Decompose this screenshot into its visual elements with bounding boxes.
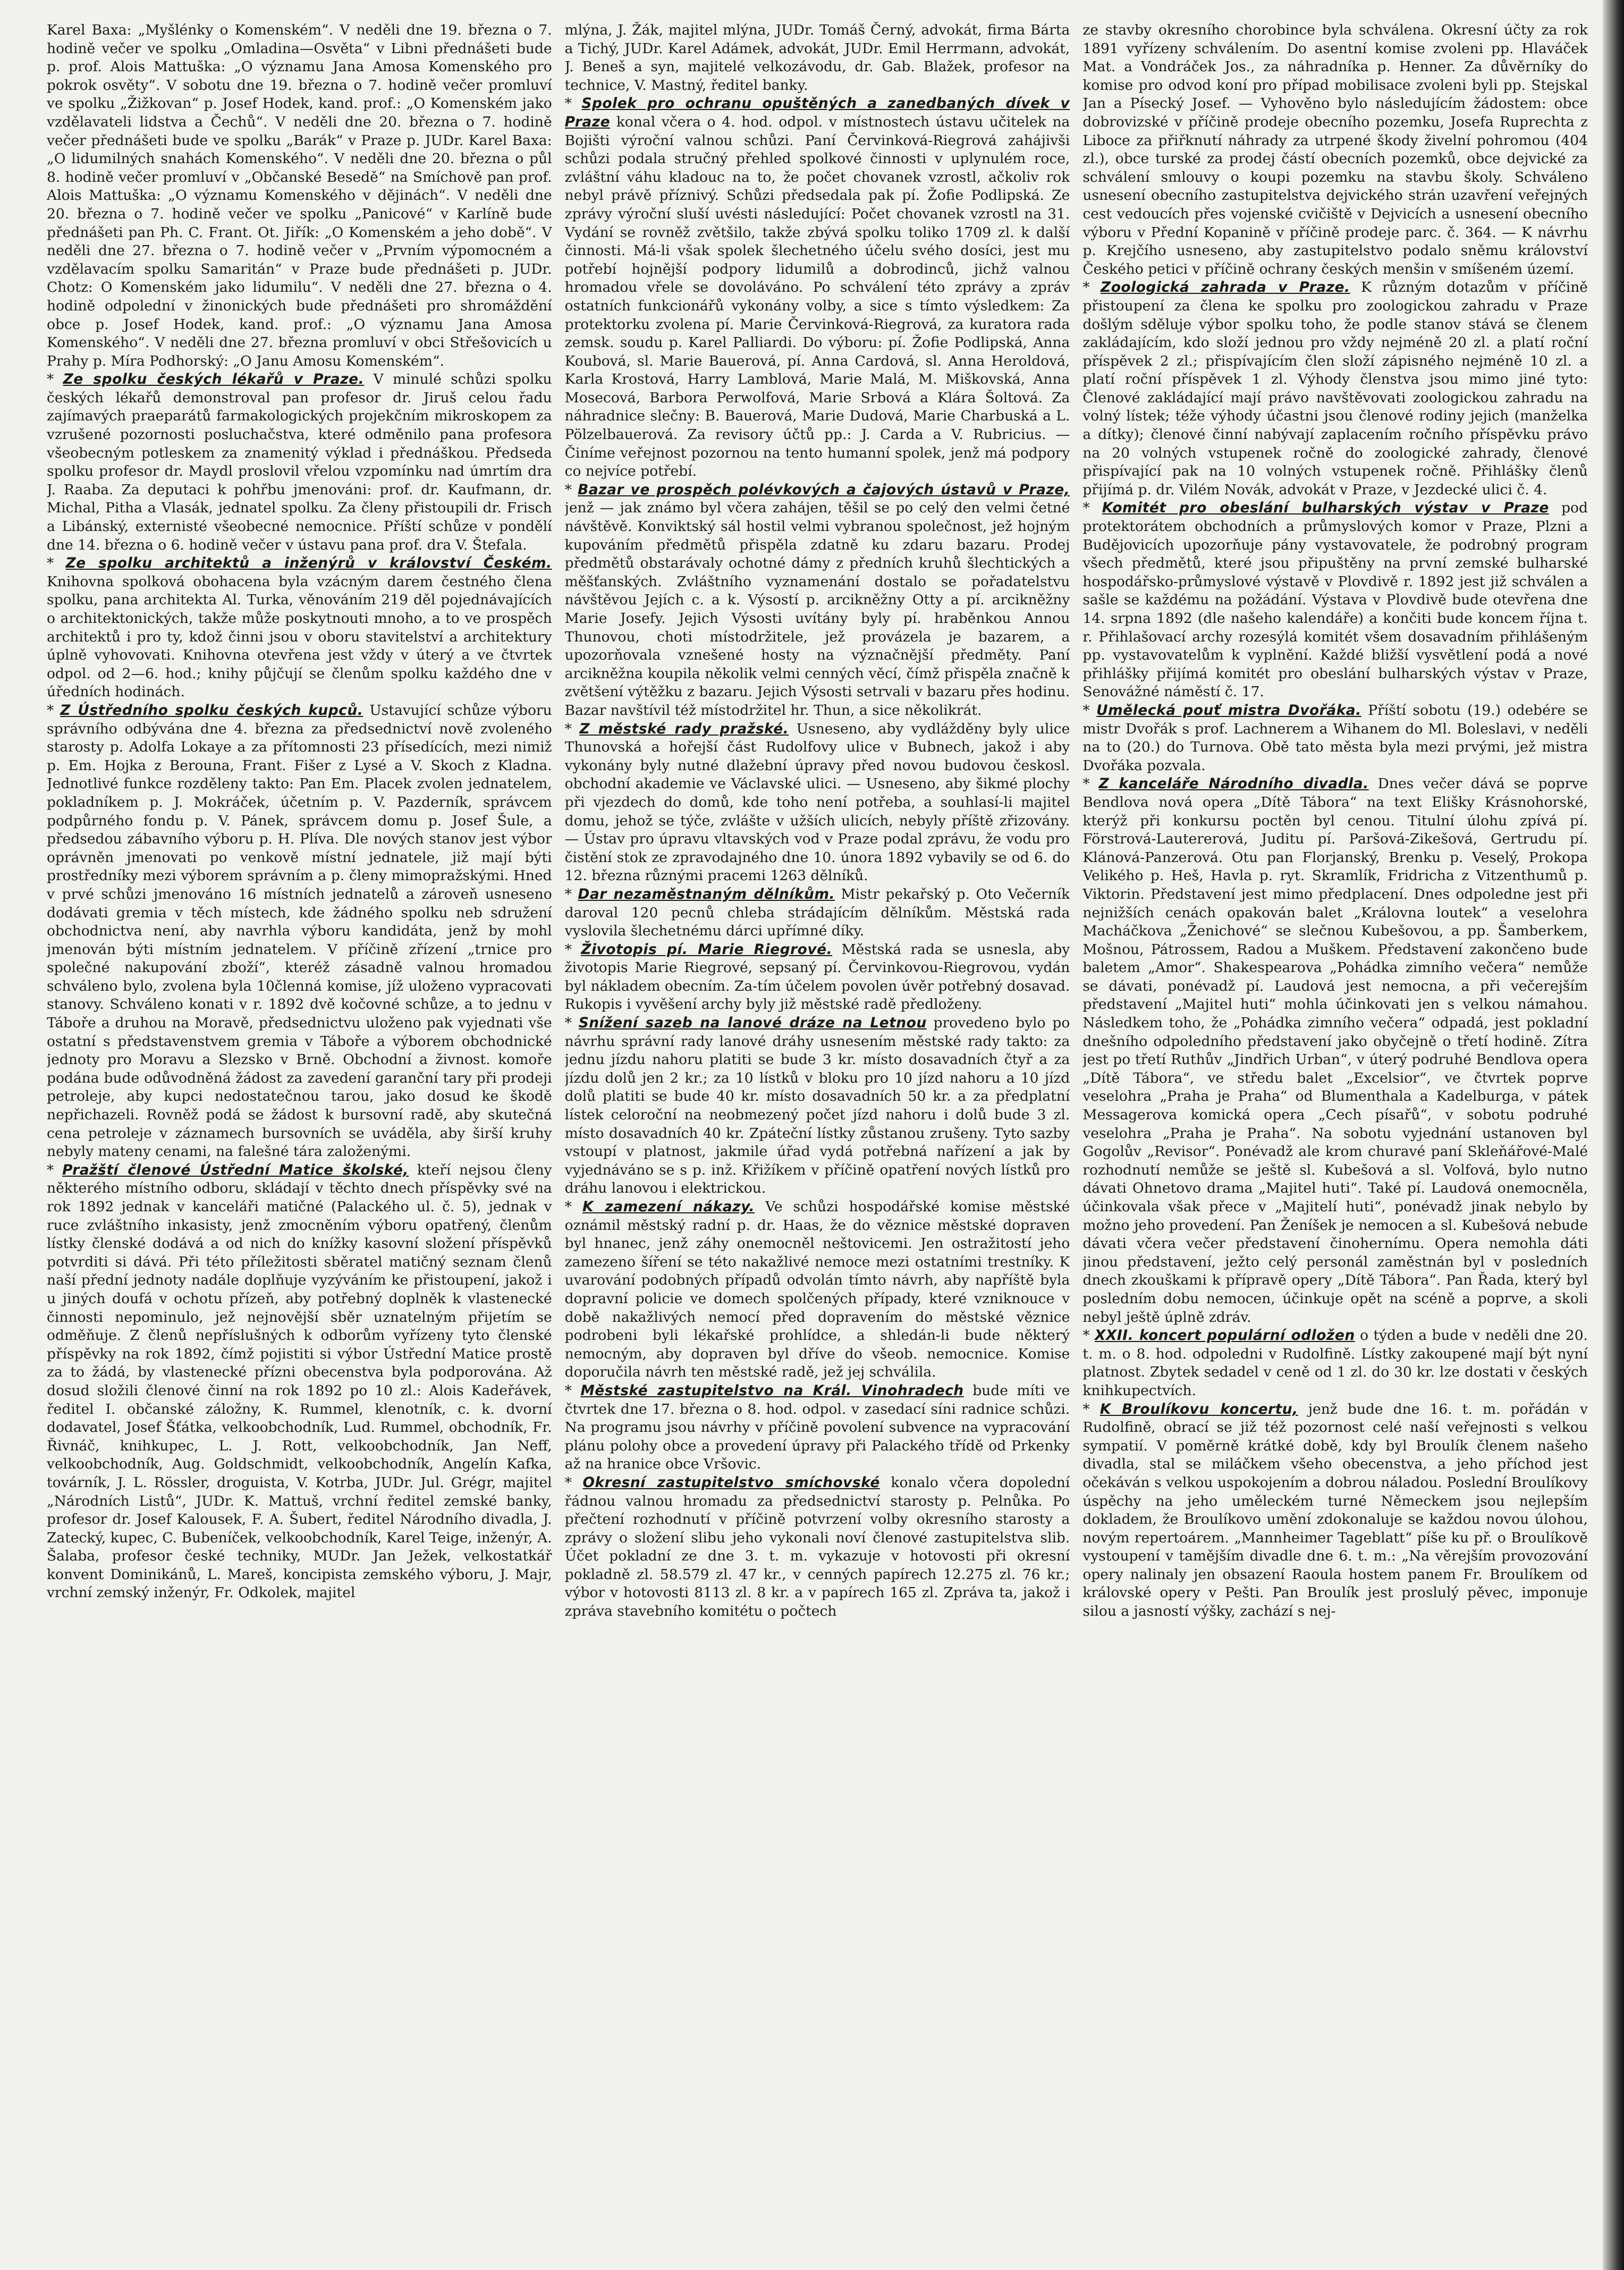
column-middle <box>565 21 1070 2243</box>
article-heading: Umělecká pouť mistra Dvořáka. <box>1096 702 1361 719</box>
article-paragraph <box>1082 702 1588 775</box>
article-heading: XXII. koncert populární odložen <box>1095 1327 1355 1344</box>
article-paragraph <box>1082 1400 1588 1621</box>
article-paragraph <box>565 21 1070 95</box>
article-text: konal včera o 4. hod. odpol. v místnostech ústavu učitelek na Bojišti výroční valnou schůzi. Paní Červinková-Riegrová zahájivši schůzi podala stručný přehled spolkové činnosti v uplynulém roce, zvláštní váhu kladouc na to, že počet chovanek vzrostl, ačkoliv rok nebyl právě příznivý. Schůzi předsedala pak pí. Žofie Podlipská. Ze zprávy výroční sluší uvésti následující: Počet chovanek vzrostl na 31. Vydání se rovněž zvětšilo, takže zbývá spolku toliko 1709 zl. k další činnosti. Má-li však spolek šlechetného účelu svého dosíci, jest mu potřebí hojnější podpory lidumilů a dobrodinců, jichž valnou hromadou vřele se dovoláváno. Po schválení této zprávy a zpráv ostatních funkcionářů vykonány volby, a sice s tímto výsledkem: Za protektorku zvolena pí. Marie Červinková-Riegrová, za kuratora rada zemsk. soudu p. Karel Palliardi. Do výboru: pí. Žofie Podlipská, Anna Koubová, sl. Marie Bauerová, pí. Anna Cardová, sl. Anna Heroldová, Karla Krostová, Harry Lamblová, Marie Malá, M. Miškovská, Anna Mosecová, Barbora Perwolfová, Marie Srbová a Klára Šoltová. Za náhradnice slečny: B. Bauerová, Marie Dudová, Marie Charbuská a L. Pölzelbauerová. Za revisory účtů pp.: J. Carda a V. Rubricius. — Činíme veřejnost pozornou na tento humanní spolek, jenž má podpory co nejvíce potřebí. <box>564 113 1070 480</box>
article-text: Karel Baxa: „Myšlénky o Komenském“. V neděli dne 19. března o 7. hodině večer ve spolku „Omladina—Osvěta“ v Libni přednášeti bude p. prof. Alois Mattuška: „O významu Jana Amosa Komenského pro pokrok osvěty“. V sobotu dne 19. března o 7. hodině večer promluví ve spolku „Žižkovan“ p. Josef Hodek, kand. prof.: „O Komenském jako vzdělavateli lidstva a Čechů“. V neděli dne 20. března o 7. hodině večer přednášeti bude ve spolku „Barák“ v Praze p. JUDr. Karel Baxa: „O lidumilných snahách Komenského“. V neděli dne 20. března o půl 8. hodině večer promluví v „Občanské Besedě“ na Smíchově pan prof. Alois Mattuška: „O významu Komenského v dějinách“. V neděli dne 20. března o 7. hodině večer ve spolku „Panicové“ v Karlíně bude přednášeti pan Ph. C. Frant. Ot. Jiřík: „O Komenském a jeho době“. V neděli dne 27. března o 7. hodině večer v „Prvním výpomocném a vzdělavacím spolku Samaritán“ v Praze bude přednášeti p. JUDr. Chotz: O Komenském jako lidumilu“. V neděli dne 27. března o 4. hodině odpolední v žinonických bude přednášeti pro shromáždění obce p. Josef Hodek, kand. prof.: „O významu Jana Amosa Komenského“. V neděli dne 27. března promluví v obci Střešovicích u Prahy p. Míra Podhorský: „O Janu Amosu Komenském“. <box>47 22 552 369</box>
paragraph-marker: * <box>564 885 578 902</box>
paragraph-marker: * <box>47 702 61 719</box>
article-heading: Snížení sazeb na lanové dráze na Letnou <box>578 1015 927 1032</box>
article-text: konalo včera dopolední řádnou valnou hromadu za předsednictví starosty p. Pelnůka. Po přečtení rozhodnutí v příčině potvrzení volby okresního starosty a zprávy o složení slibu jeho vykonali noví členové zastupitelstva slib. Účet pokladní ze dne 3. t. m. vykazuje v hotovosti při okresní pokladně zl. 58.579 zl. 47 kr., v cenných papírech 12.275 zl. 76 kr.; výbor v hotovosti 8113 zl. 8 kr. a v papírech 165 zl. Zpráva ta, jakož i zpráva stavebního komitétu o počtech <box>564 1474 1070 1620</box>
article-paragraph <box>1082 775 1588 1327</box>
column-left <box>47 21 552 2243</box>
binding-edge <box>1603 0 1624 2270</box>
paragraph-marker: * <box>1082 279 1101 296</box>
column-right <box>1082 21 1588 2243</box>
article-paragraph <box>565 720 1070 885</box>
paragraph-marker: * <box>564 481 578 498</box>
paragraph-marker: * <box>1082 1327 1095 1344</box>
article-paragraph <box>47 1161 552 1602</box>
article-text: bude míti ve čtvrtek dne 17. března o 8. hod. odpol. v zasedací síni radnice schůzi. Na programu jsou návrhy v příčině povolení subvence na vypracování plánu polohy obce a provedení úpravy při Palackého třídě od Prkenky až na hranice obce Vršovic. <box>564 1382 1070 1473</box>
article-paragraph <box>1082 499 1588 702</box>
article-heading: Okresní zastupitelstvo smíchovské <box>582 1474 880 1491</box>
paragraph-marker: * <box>564 1199 582 1215</box>
text-columns <box>47 21 1588 2243</box>
article-text: ze stavby okresního chorobince byla schválena. Okresní účty za rok 1891 vyřízeny schválením. Do asentní komise zvoleni pp. Hlaváček Mat. a Vondráček Jos., za náhradníka p. Henner. Za důvěrníky do komise pro odvod koní pro případ mobilisace zvoleni byli pp. Stejskal Jan a Písecký Josef. — Vyhověno bylo následujícím žádostem: obce dobrovizské v příčině prodeje obecního pozemku, Josefa Ruprechta z Liboce za přiřknutí náhrady za utrpené škody živelní pohromou (404 zl.), obce turské za prodej částí obecních pozemků, obce dejvické za schválení smlouvy o koupi pozemku na stavbu školy. Schváleno usnesení obecního zastupitelstva dejvického strán uzavření veřejných cest vedoucích přes vojenské cvičiště v Dejvicích a usnesení obecního výboru v Přední Kopanině v příčině prodeje parc. č. 364. — K návrhu p. Krejčího usneseno, aby zastupitelstvo podalo sněmu království Českého petici v příčině ochrany českých menšin v smíšeném území. <box>1082 22 1588 277</box>
paragraph-marker: * <box>564 1382 581 1399</box>
article-heading: Pražští členové Ústřední Matice školské, <box>62 1161 409 1178</box>
article-heading: Bazar ve prospěch polévkových a čajových ústavů v Praze, <box>578 481 1070 498</box>
article-text: Dnes večer dává se poprve Bendlova nová opera „Dítě Tábora“ na text Elišky Krásnohorské, kterýž při konkursu poctěn byl cenou. Titulní úlohu zpívá pí. Förstrová-Lautererová, Juditu pí. Paršová-Zikešová, Gertrudu pí. Klánová-Panzerová. Otu pan Florjanský, Brenku p. Veselý, Prokopa Velikého p. Heš, Havla p. ryt. Skramlík, Fridricha z Vitzenthumů p. Viktorin. Představení jest mimo předplacení. Dnes odpoledne jest při nejnižších cenách opakován balet „Královna loutek“ a veselohra Macháčkova „Ženichové“ se slečnou Kubešovou, a pp. Šamberkem, Mošnou, Pátrossem, Radou a Muškem. Představení zakončeno bude baletem „Amor“. Shakespearova „Pohádka zimního večera“ nemůže se dávati, ponévadž pí. Laudová jest nemocna, a při večerejším představení „Majitel huti“ mohla účinkovati jen s velkou námahou. Následkem toho, že „Pohádka zimního večera“ odpadá, jest pokladní dnešního odpoledního představení jako obyčejně o třetí hodině. Zítra jest po třetí Ruthův „Jindřich Urban“, v úterý podruhé Bendlova opera „Dítě Tábora“, ve středu balet „Excelsior“, ve čtvrtek poprve veselohra „Praha je Praha“ od Blumenthala a Kadelburga, v pátek Messagerova komická opera „Cech písařů“, v sobotu podruhé veselohra „Praha je Praha“. Na sobotu vyjednání ustanoven byl Gogolův „Revisor“. Ponévadž ale krom churavé paní Skleňářové-Malé rozhodnutí nemůže se ještě sl. Kubešová a sl. Volfová, bylo nutno dávati Ohnetovo drama „Majitel huti“. Také pí. Laudová onemocněla, účinkovala však přece v „Majitelí huti“, ponévadž jinak nebylo by možno jeho provedení. Pan Ženíšek je nemocen a sl. Kubešová nebude dávati včera večer představení činohernímu. Opera nemohla dáti jinou představení, ježto celý personál zaměstnán byl v posledních dnech zkouškami k přípravě opery „Dítě Tábora“. Pan Řada, který byl posledním dobu nemocen, účinkuje opět na scéně a poprve, a skoli nebyl ještě úplně zdráv. <box>1082 775 1588 1326</box>
article-text: Ustavující schůze výboru správního odbývána dne 4. března za předsednictví nově zvoleného starosty p. Adolfa Lokaye a za přítomnosti 23 přísedících, mezi nimiž p. Em. Hojka z Berouna, Frant. Fišer z Lysé a V. Skoch z Kladna. Jednotlivé funkce rozděleny takto: Pan Em. Placek zvolen jednatelem, pokladníkem p. J. Mokráček, účetním p. V. Pazderník, správcem podpůrného fondu p. V. Pánek, správcem domu p. Josef Šule, a předsedou zábavního výboru p. H. Plíva. Dle nových stanov jest výbor oprávněn jmenovati po venkově místní jednatele, již mají býti prostředníky mezi výborem správním a p. členy mimopražskými. Hned v prvé schůzi jmenováno 16 místních jednatelů a zároveň usneseno dodávati gremia v těch místech, kde žádného spolku neb sdružení obchodnictva není, aby navrhla výboru kandidáta, jenž by mohl jmenován býti místním jednatelem. V příčině zřízení „trnice pro společné nakupování zboží“, kteréž zásadně valnou hromadou schváleno bylo, zvolena byla 10členná komise, jíž uloženo vypracovati stanovy. Schváleno konati v r. 1892 dvě kočovné schůze, a to jednu v Táboře a druhou na Moravě, předsednictvu uloženo pak vyjednati vše ostatní s představenstvem gremia v Táboře a výborem obchodnické jednoty pro Moravu a Slezsko v Brně. Obchodní a živnost. komoře podána bude odůvodněná žádost za zavedení garanční tary při prodeji petroleje, aby kupci nedostatečnou tarou, jako dosud ke škodě nepřichazeli. Rovněž podá se žádost k bursovní radě, aby skutečná cena petroleje v záznamech bursovních se uváděla, aby širší kruhy nebyly mateny cenami, na falešné tára založenými. <box>47 702 552 1160</box>
article-heading: Spolek pro ochranu opuštěných a zanedbaných dívek v Praze <box>564 95 1070 130</box>
paragraph-marker: * <box>564 720 580 737</box>
article-text: o týden a bude v neděli dne 20. t. m. o 8. hod. odpoledni v Rudolfině. Lístky zakoupené mají být nyní platnost. Zbytek sedadel v ceně od 1 zl. do 30 kr. lze dostati v českých knihkupectvích. <box>1082 1327 1588 1399</box>
paragraph-marker: * <box>564 95 582 112</box>
article-paragraph <box>565 1474 1070 1621</box>
article-heading: Zoologická zahrada v Praze. <box>1101 279 1350 296</box>
article-heading: Z městské rady pražské. <box>579 720 789 737</box>
article-text: provedeno bylo po návrhu správní rady lanové dráhy usnesením městské rady takto: za jednu jízdu nahoru platiti se bude 3 kr. místo dosavadních čtyř a za jízdu dolů jen 2 kr.; za 10 lístků v bloku pro 10 jízd nahoru a 10 jízd dolů platiti se bude 40 kr. místo dosavadních 50 kr. a za předplatní lístek celoroční na neobmezený počet jízd nahoru i dolů bude 3 zl. místo dosavadních 40 kr. Zpáteční lístky zůstanou zrušeny. Tyto sazby vstoupí v platnost, jakmile úřad vydá potřebná nařízení a jak by vyjednáváno se s p. inž. Křižíkem v příčině opatření nových lístků pro dráhu lanovou i elektrickou. <box>564 1015 1070 1197</box>
article-text: Usneseno, aby vydlážděny byly ulice Thunovská a hořejší část Rudolfovy ulice v Bubnech, jakož i aby vykonány byly nutné dlažební úpravy před novou budovou českosl. obchodní akademie ve Václavské ulici. — Usneseno, aby šikmé plochy při vjezdech do domů, kde toho není potřeba, a souhlasí-li majitel domu, jehož se týče, zvlášte v užších ulicích, nebyly příště zřizovány. — Ústav pro úpravu vltavských vod v Praze podal zprávu, že vodu pro čistění stok ze zpravodajného dne 10. února 1892 vybavily se od 6. do 12. března různými pracemi 1263 dělníků. <box>564 720 1070 884</box>
article-text: V minulé schůzi spolku českých lékařů demonstroval pan profesor dr. Jiruš celou řadu zajímavých praeparátů farmakologických projekčním mikroskopem za vzrušené pozornosti posluchačstva, které odměnilo pana profesora všeobecným potleskem za znamenitý výklad i přednáškou. Předseda spolku profesor dr. Maydl proslovil vřelou vzpomínku nad úmrtím dra J. Raaba. Za deputaci k pohřbu jmenováni: prof. dr. Kaufmann, dr. Michal, Pitha a Vlasák, jednatel spolku. Za členy přistoupili dr. Frisch a Libánský, externisté všeobecné nemocnice. Příští schůze v pondělí dne 14. března o 6. hodině večer v ústavu pana prof. dra V. Štefala. <box>47 371 552 553</box>
paragraph-marker: * <box>47 371 63 388</box>
article-text: jenž — jak známo byl včera zahájen, těšil se po celý den velmi četné návštěvě. Konviktský sál hostil velmi vybranou společnost, jež hojným kupováním předmětů přispěla zdatně ku zdaru bazaru. Prodej předmětů obstarávaly ochotné dámy z předních kruhů šlechtických a měšťanských. Zvláštního vyznamenání dostalo se pořadatelstvu návštěvou Jejích c. a k. Výsostí p. arcikněžny Otty a pí. arcikněžny Marie Josefy. Jejich Výsosti uvítány byly pí. hraběnkou Annou Thunovou, choti místodržitele, jež provázela je bazarem, a upozorňovala vznešené hosty na význačnější předměty. Paní arcikněžna koupila několik velmi cenných věcí, čímž přispěla značně k zvětšení výtěžku z bazaru. Jejich Výsosti setrvali v bazaru přes hodinu. Bazar navštívil též místodržitel hr. Thun, a sice několikrát. <box>564 500 1070 719</box>
paragraph-marker: * <box>564 1015 579 1032</box>
article-paragraph <box>1082 21 1588 279</box>
article-paragraph <box>47 21 552 370</box>
article-paragraph <box>565 1198 1070 1382</box>
article-heading: Ze spolku českých lékařů v Praze. <box>63 371 365 388</box>
paragraph-marker: * <box>47 555 66 572</box>
article-paragraph <box>565 941 1070 1014</box>
article-paragraph <box>1082 1327 1588 1400</box>
paragraph-marker: * <box>1082 500 1102 517</box>
article-text: pod protektorátem obchodních a průmyslových komor v Praze, Plzni a Budějovicích upozorňuje pány vystavovatele, že podrobný program všech předmětů, které jsou připuštěny na první zemské bulharské hospodářsko-průmyslové výstavě v Plovdivě r. 1892 jest již schválen a sašle se každému na požádání. Výstava v Plovdivě bude otevřena dne 14. srpna 1892 (dle našeho kalendáře) a končiti bude koncem října t. r. Přihlašovací archy rozesýlá komitét všem dosavadním přihlášeným pp. vystavovatelům k vyplnění. Každé bližší vysvětlení podá a nové přihlášky přijímá komitét pro obeslání bulharských výstav v Praze, Senovážné náměstí č. 17. <box>1082 500 1588 701</box>
paragraph-marker: * <box>47 1161 63 1178</box>
article-paragraph <box>47 370 552 554</box>
article-heading: Komitét pro obeslání bulharských výstav v Praze <box>1102 500 1549 517</box>
article-paragraph <box>565 1014 1070 1198</box>
article-heading: K Broulíkovu koncertu, <box>1099 1400 1298 1417</box>
article-text: K různým dotazům v příčině přistoupení za člena ke spolku pro zoologickou zahradu v Praze došlým sděluje výbor spolku toho, že podle stanov stává se členem zakládajícím, kdo složí jednou pro vždy nejméně 20 zl. a platí roční příspěvek 2 zl.; přispívajícím člen složí zápisného nejméně 10 zl. a platí roční příspěvek 1 zl. Výhody členstva jsou mimo jiné tyto: Členové zakládající mají právo navštěvovati zoologickou zahradu na volný lístek; téže výhody účastni jsou členové rodiny jejich (manželka a dítky); členové činní nabývají zaplacením ročního příspěvku právo na 20 volných vstupenek ročně do zoologické zahrady, členové přispívající pak na 10 volných vstupenek ročně. Přihlášky členů přijímá p. dr. Vilém Novák, advokát v Praze, v Jezdecké ulici č. 4. <box>1082 279 1588 498</box>
article-paragraph <box>565 885 1070 941</box>
paragraph-marker: * <box>564 1474 583 1491</box>
article-paragraph <box>47 702 552 1161</box>
article-text: kteří nejsou členy některého místního odboru, skládají v těchto dnech příspěvky své na rok 1892 jednak v kanceláři matičné (Palackého ul. č. 5), jednak v ruce zvláštního inkasisty, jenž zmocněním výboru opatřený, členům lístky členské dodává a od nich do knížky kasovní složení příspěvků potvrditi si dává. Při této příležitosti sběratel matičný seznam členů naší přední jednoty nadále doplňuje vyzýváním ke přistoupení, jakož i u jiných doufá v ochotu přízeň, aby potřebný doplněk k vlastenecké činnosti nepominulo, jež nejnovější sběr uznatelným přijetím se odměňuje. Z členů nepříslušných k odborům vyřízeny tyto členské příspěvky na rok 1892, čímž pojistiti si výbor Ústřední Matice prostě za to žádá, by vlastenecké přízni obecenstva byla podporována. Až dosud složili členové činní na rok 1892 po 10 zl.: Alois Kadeřávek, ředitel I. občanské záložny, K. Rummel, klenotník, c. k. dvorní dodavatel, Josef Šťátka, velkoobchodník, Lud. Rummel, obchodník, Fr. Řivnáč, knihkupec, L. J. Rott, velkoobchodník, Jan Neff, velkoobchodník, Aug. Goldschmidt, velkoobchodník, Angelín Kafka, továrník, J. L. Rössler, droguista, V. Kotrba, JUDr. Jul. Grégr, majitel „Národních Listů“, JUDr. K. Mattuš, vrchní ředitel zemské banky, profesor dr. Josef Kalousek, F. A. Šubert, ředitel Národního divadla, J. Zatecký, kupec, C. Bubeníček, velkoobchodník, Karel Teige, inženýr, A. Šalaba, profesor české techniky, MUDr. Jan Ježek, velkostatkář konvent Dominikánů, L. Mareš, koncipista zemského výboru, J. Majr, vrchní zemský inženýr, Fr. Odkolek, majitel <box>47 1161 552 1601</box>
article-paragraph <box>565 481 1070 720</box>
paragraph-marker: * <box>1082 775 1099 792</box>
article-text: Městská rada se usnesla, aby životopis Marie Riegrové, sepsaný pí. Červinkovou-Riegrovou, vydán byl nákladem obecním. Za-tím účelem povolen úvěr potřebný dosavad. Rukopis i vyvěšení archy byly již městské radě předloženy. <box>564 941 1070 1013</box>
article-text: Ve schůzi hospodářské komise městské oznámil městský radní p. dr. Haas, že do věznice městské dopraven byl hnanec, jenž záhy onemocněl neštovicemi. Jen ostražitostí jeho zamezeno šíření se této nakažlivé nemoce mezi ostatními trestníky. K uvarování podobných případů odvolán tímto návrh, aby napříště byla dopravní policie ve domech spolčených případy, které vzniknouce v době nakažlivých nemocí před dopravením do městské věznice podrobeni byli lékařské prohlídce, a shledán-li bude některý nemocným, aby dopraven byl dříve do všeob. nemocnice. Komise doporučila návrh ten městské radě, jež jej schválila. <box>564 1199 1070 1381</box>
article-paragraph <box>1082 279 1588 499</box>
article-heading: Městské zastupitelstvo na Král. Vinohradech <box>580 1382 964 1399</box>
article-heading: Ze spolku architektů a inženýrů v království Českém. <box>65 555 552 572</box>
article-heading: Životopis pí. Marie Riegrové. <box>581 941 833 958</box>
paragraph-marker: * <box>1082 702 1097 719</box>
article-paragraph <box>565 1382 1070 1474</box>
article-heading: Z kanceláře Národního divadla. <box>1098 775 1369 792</box>
paragraph-marker: * <box>564 941 581 958</box>
article-text: mlýna, J. Žák, majitel mlýna, JUDr. Tomáš Černý, advokát, firma Bárta a Tichý, JUDr. Karel Adámek, advokát, JUDr. Emil Herrmann, advokát, J. Beneš a syn, majitelé velkozávodu, dr. Gab. Blažek, profesor na technice, V. Mastný, ředitel banky. <box>564 22 1070 94</box>
article-heading: Z Ústředního spolku českých kupců. <box>60 702 363 719</box>
article-text: Příští sobotu (19.) odebére se mistr Dvořák s prof. Lachnerem a Wihanem do Ml. Boleslavi, v neděli na to (20.) do Turnova. Obě tato města byla mezi prvými, jež mistra Dvořáka pozvala. <box>1082 702 1588 774</box>
paragraph-marker: * <box>1082 1400 1100 1417</box>
article-text: jenž bude dne 16. t. m. pořádán v Rudolfině, obrací se již též pozornost celé naší veřejnosti s velkou sympatií. V poměrně krátké době, kdy byl Broulík členem našeho divadla, stal se miláčkem všeho obecenstva, a jeho příchod jest očekáván s velkou uspokojením a dobrou náladou. Poslední Broulíkovy úspěchy na jeho uměleckém turné Německem jsou nejlepším dokladem, že Broulíkovo umění zdokonaluje se každou novou úlohou, novým repertoárem. „Mannheimer Tageblatt“ píše ku př. o Broulíkově vystoupení v tamějším divadle dne 6. t. m.: „Na věrejším provozování opery nalinaly jen obsazení Raoula hostem panem Fr. Broulíkem od královské opery v Pešti. Pan Broulík jest proslulý pěvec, imponuje silou a jasností výšky, zachází s nej- <box>1082 1400 1588 1620</box>
article-text: Mistr pekařský p. Oto Večerník daroval 120 pecnů chleba strádajícím dělníkům. Městská rada vyslovila šlechetnému dárci upřímné díky. <box>564 885 1070 940</box>
article-text: Knihovna spolková obohacena byla vzácným darem čestného člena spolku, pana architekta Al. Turka, věnováním 219 děl pojednávajících o architektonických, takže může poskytnouti mnoho, a to ve prospěch architektů i pro ty, kdož činni jsou v oboru stavitelství a architektury úplně vyhovovati. Knihovna otevřena jest vždy v úterý a ve čtvrtek odpol. od 2—6. hod.; knihy půjčují se členům spolku každého dne v úředních hodinách. <box>47 573 552 701</box>
article-heading: Dar nezaměstnaným dělníkům. <box>578 885 835 902</box>
article-paragraph <box>47 554 552 702</box>
article-paragraph <box>565 95 1070 480</box>
article-heading: K zamezení nákazy. <box>582 1199 755 1215</box>
